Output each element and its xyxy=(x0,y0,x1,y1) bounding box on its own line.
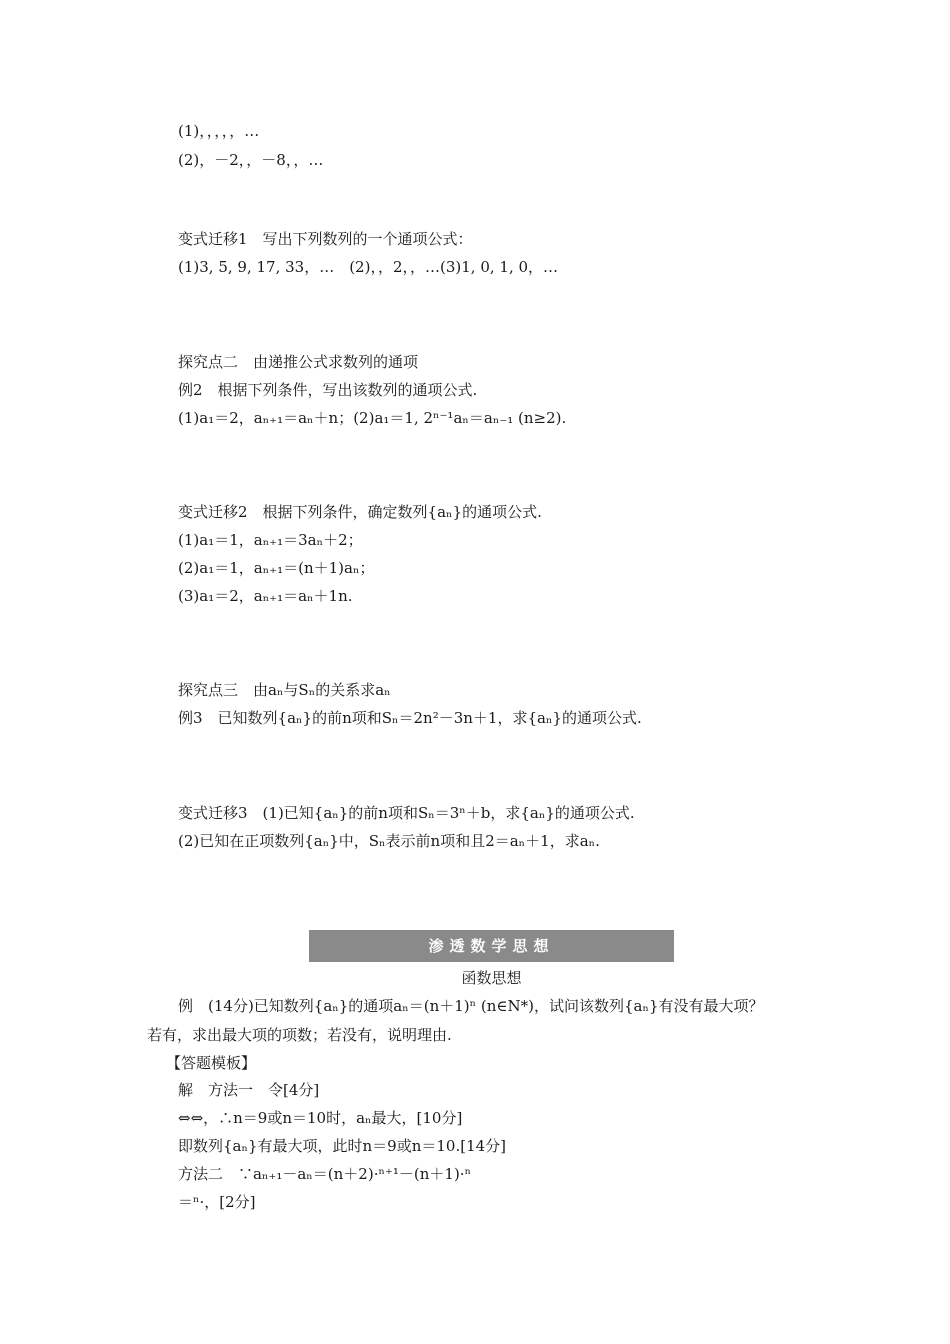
variant1-body: (1)3, 5, 9, 17, 33，… (2)，，2，，…(3)1, 0, 1, 0，… xyxy=(178,258,559,276)
part1-line2: (2)，－2，，－8，，… xyxy=(178,151,324,169)
solution-line4: 方法二 ∵aₙ₊₁－aₙ＝(n＋2)·ⁿ⁺¹－(n＋1)·ⁿ xyxy=(178,1165,472,1183)
variant3-line2: (2)已知在正项数列{aₙ}中，Sₙ表示前n项和且2＝aₙ＋1，求aₙ. xyxy=(178,832,600,850)
part1-line1: (1)，，，，，… xyxy=(178,122,260,140)
explore2-title: 探究点二 由递推公式求数列的通项 xyxy=(178,353,419,371)
explore2-body: (1)a₁＝2，aₙ₊₁＝aₙ＋n；(2)a₁＝1, 2ⁿ⁻¹aₙ＝aₙ₋₁ (n≥2). xyxy=(178,409,567,427)
solution-line5: ＝ⁿ·，[2分] xyxy=(178,1193,256,1211)
explore2-example: 例2 根据下列条件，写出该数列的通项公式. xyxy=(178,381,478,399)
section-banner: 渗透数学思想 xyxy=(309,930,674,962)
example-line1: 例 (14分)已知数列{aₙ}的通项aₙ＝(n＋1)ⁿ (n∈N*)，试问该数列{aₙ}有没有最大项？ xyxy=(178,997,764,1015)
section-subtitle: 函数思想 xyxy=(461,969,522,987)
variant2-item1: (1)a₁＝1，aₙ₊₁＝3aₙ＋2； xyxy=(178,531,363,549)
variant2-title: 变式迁移2 根据下列条件，确定数列{aₙ}的通项公式. xyxy=(178,503,542,521)
template-label: 【答题模板】 xyxy=(166,1054,257,1072)
explore3-example: 例3 已知数列{aₙ}的前n项和Sₙ＝2n²－3n＋1，求{aₙ}的通项公式. xyxy=(178,709,642,727)
solution-line1: 解 方法一 令[4分] xyxy=(178,1081,320,1099)
solution-line3: 即数列{aₙ}有最大项，此时n＝9或n＝10.[14分] xyxy=(178,1137,507,1155)
variant2-item3: (3)a₁＝2，aₙ₊₁＝aₙ＋1n. xyxy=(178,587,353,605)
solution-line2: ⇔⇔，∴n＝9或n＝10时，aₙ最大，[10分] xyxy=(178,1109,463,1127)
variant3-line1: 变式迁移3 (1)已知{aₙ}的前n项和Sₙ＝3ⁿ＋b，求{aₙ}的通项公式. xyxy=(178,804,635,822)
variant1-title: 变式迁移1 写出下列数列的一个通项公式： xyxy=(178,230,473,248)
explore3-title: 探究点三 由aₙ与Sₙ的关系求aₙ xyxy=(178,681,391,699)
variant2-item2: (2)a₁＝1，aₙ₊₁＝(n＋1)aₙ； xyxy=(178,559,375,577)
example-line2: 若有，求出最大项的项数；若没有，说明理由. xyxy=(147,1026,452,1044)
